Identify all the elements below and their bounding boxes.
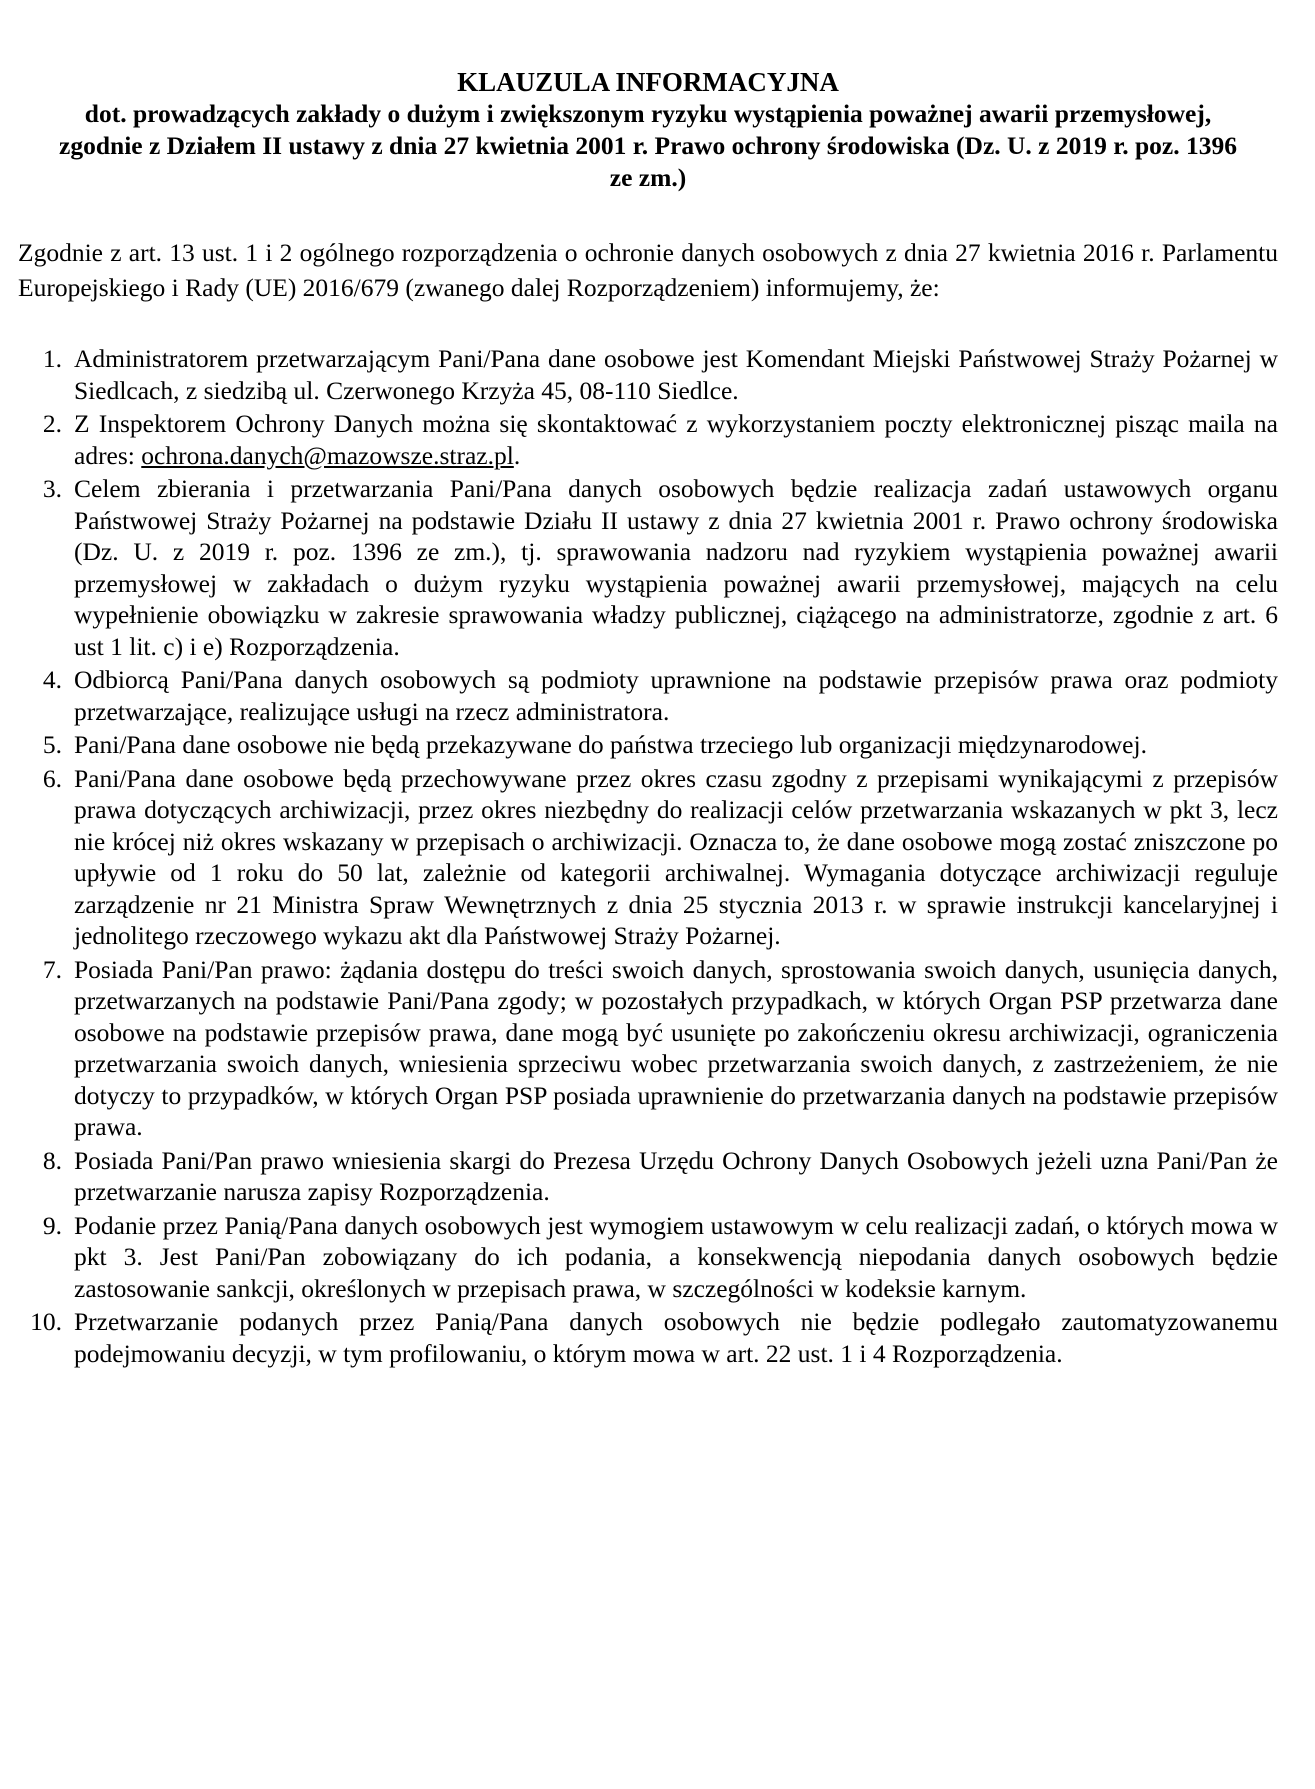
clause-item-8	[18, 1145, 1278, 1208]
clause-number: 2.	[42, 409, 62, 438]
document-title: KLAUZULA INFORMACYJNA	[457, 67, 839, 97]
clause-text: Posiada Pani/Pan prawo wniesienia skargi do Prezesa Urzędu Ochrony Danych Osobowych jeżeli uzna Pani/Pan że przetwarzanie narusza zapisy Rozporządzenia.	[74, 1145, 1278, 1206]
clause-item-9	[18, 1210, 1278, 1305]
intro-paragraph: Zgodnie z art. 13 ust. 1 i 2 ogólnego rozporządzenia o ochronie danych osobowych z dnia 27 kwietnia 2016 r. Parlamentu Europejskiego i Rady (UE) 2016/679 (zwanego dalej Rozporządzeniem) informujemy, że:	[18, 238, 1278, 302]
clause-item-2	[18, 408, 1278, 471]
clause-list	[18, 343, 1278, 1369]
clause-number: 6.	[42, 763, 62, 793]
document-subtitle: dot. prowadzących zakłady o dużym i zwiększonym ryzyku wystąpienia poważnej awarii przemysłowej, zgodnie z Działem II ustawy z dnia 27 kwietnia 2001 r. Prawo ochrony środowiska (Dz. U. z 2019 r. poz. 1396 ze zm.)	[59, 99, 1237, 192]
clause-item-6	[18, 763, 1278, 952]
clause-number: 10.	[30, 1307, 62, 1336]
clause-item-3	[18, 473, 1278, 662]
clause-text: Celem zbierania i przetwarzania Pani/Pana danych osobowych będzie realizacja zadań ustawowych organu Państwowej Straży Pożarnej na podstawie Działu II ustawy z dnia 27 kwietnia 2001 r. Prawo ochrony środowiska (Dz. U. z 2019 r. poz. 1396 ze zm.), tj. sprawowania nadzoru nad ryzykiem wystąpienia poważnej awarii przemysłowej w zakładach o dużym ryzyku wystąpienia poważnej awarii przemysłowej, mających na celu wypełnienie obowiązku w zakresie sprawowania władzy publicznej, ciążącego na administratorze, zgodnie z art. 6 ust 1 lit. c) i e) Rozporządzenia.	[74, 474, 1278, 661]
clause-text: Z Inspektorem Ochrony Danych można się skontaktować z wykorzystaniem poczty elektronicznej pisząc maila na adres:	[74, 409, 1278, 470]
clause-number: 1.	[42, 344, 62, 373]
clause-number: 8.	[42, 1145, 62, 1175]
email-link[interactable]: ochrona.danych@mazowsze.straz.pl	[141, 440, 514, 470]
clause-text: Odbiorcą Pani/Pana danych osobowych są podmioty uprawnione na podstawie przepisów prawa oraz podmioty przetwarzające, realizujące usługi na rzecz administratora.	[74, 665, 1278, 726]
clause-text-end: .	[513, 440, 521, 470]
clause-text: Pani/Pana dane osobowe będą przechowywane przez okres czasu zgodny z przepisami wynikającymi z przepisów prawa dotyczących archiwizacji, przez okres niezbędny do realizacji celów przetwarzania wskazanych w pkt 3, lecz nie krócej niż okres wskazany w przepisach o archiwizacji. Oznacza to, że dane osobowe mogą zostać zniszczone po upływie od 1 roku do 50 lat, zależnie od kategorii archiwalnej. Wymagania dotyczące archiwizacji reguluje zarządzenie nr 21 Ministra Spraw Wewnętrznych z dnia 25 stycznia 2013 r. w sprawie instrukcji kancelaryjnej i jednolitego rzeczowego wykazu akt dla Państwowej Straży Pożarnej.	[74, 763, 1278, 950]
clause-item-10	[18, 1306, 1278, 1369]
clause-number: 3.	[42, 474, 62, 503]
clause-text: Pani/Pana dane osobowe nie będą przekazywane do państwa trzeciego lub organizacji międzynarodowej.	[74, 730, 1147, 759]
clause-item-4	[18, 664, 1278, 727]
clause-text: Posiada Pani/Pan prawo: żądania dostępu do treści swoich danych, sprostowania swoich danych, usunięcia danych, przetwarzanych na podstawie Pani/Pana zgody; w pozostałych przypadkach, w których Organ PSP przetwarza dane osobowe na podstawie przepisów prawa, dane mogą być usunięte po zakończeniu okresu archiwizacji, ograniczenia przetwarzania swoich danych, wniesienia sprzeciwu wobec przetwarzania swoich danych, z zastrzeżeniem, że nie dotyczy to przypadków, w których Organ PSP posiada uprawnienie do przetwarzania danych na podstawie przepisów prawa.	[74, 954, 1278, 1141]
clause-text: Administratorem przetwarzającym Pani/Pana dane osobowe jest Komendant Miejski Państwowej Straży Pożarnej w Siedlcach, z siedzibą ul. Czerwonego Krzyża 45, 08-110 Siedlce.	[74, 344, 1278, 405]
clause-number: 4.	[42, 665, 62, 694]
clause-number: 7.	[42, 954, 62, 984]
clause-number: 5.	[42, 730, 62, 759]
clause-item-5	[18, 729, 1278, 761]
clause-item-7	[18, 954, 1278, 1143]
clause-text: Podanie przez Panią/Pana danych osobowych jest wymogiem ustawowym w celu realizacji zadań, o których mowa w pkt 3. Jest Pani/Pan zobowiązany do ich podania, a konsekwencją niepodania danych osobowych będzie zastosowanie sankcji, określonych w przepisach prawa, w szczególności w kodeksie karnym.	[74, 1210, 1278, 1303]
clause-text: Przetwarzanie podanych przez Panią/Pana danych osobowych nie będzie podlegało zautomatyzowanemu podejmowaniu decyzji, w tym profilowaniu, o którym mowa w art. 22 ust. 1 i 4 Rozporządzenia.	[74, 1307, 1278, 1368]
clause-item-1	[18, 343, 1278, 406]
document-page	[18, 66, 1278, 1371]
clause-number: 9.	[42, 1210, 62, 1240]
